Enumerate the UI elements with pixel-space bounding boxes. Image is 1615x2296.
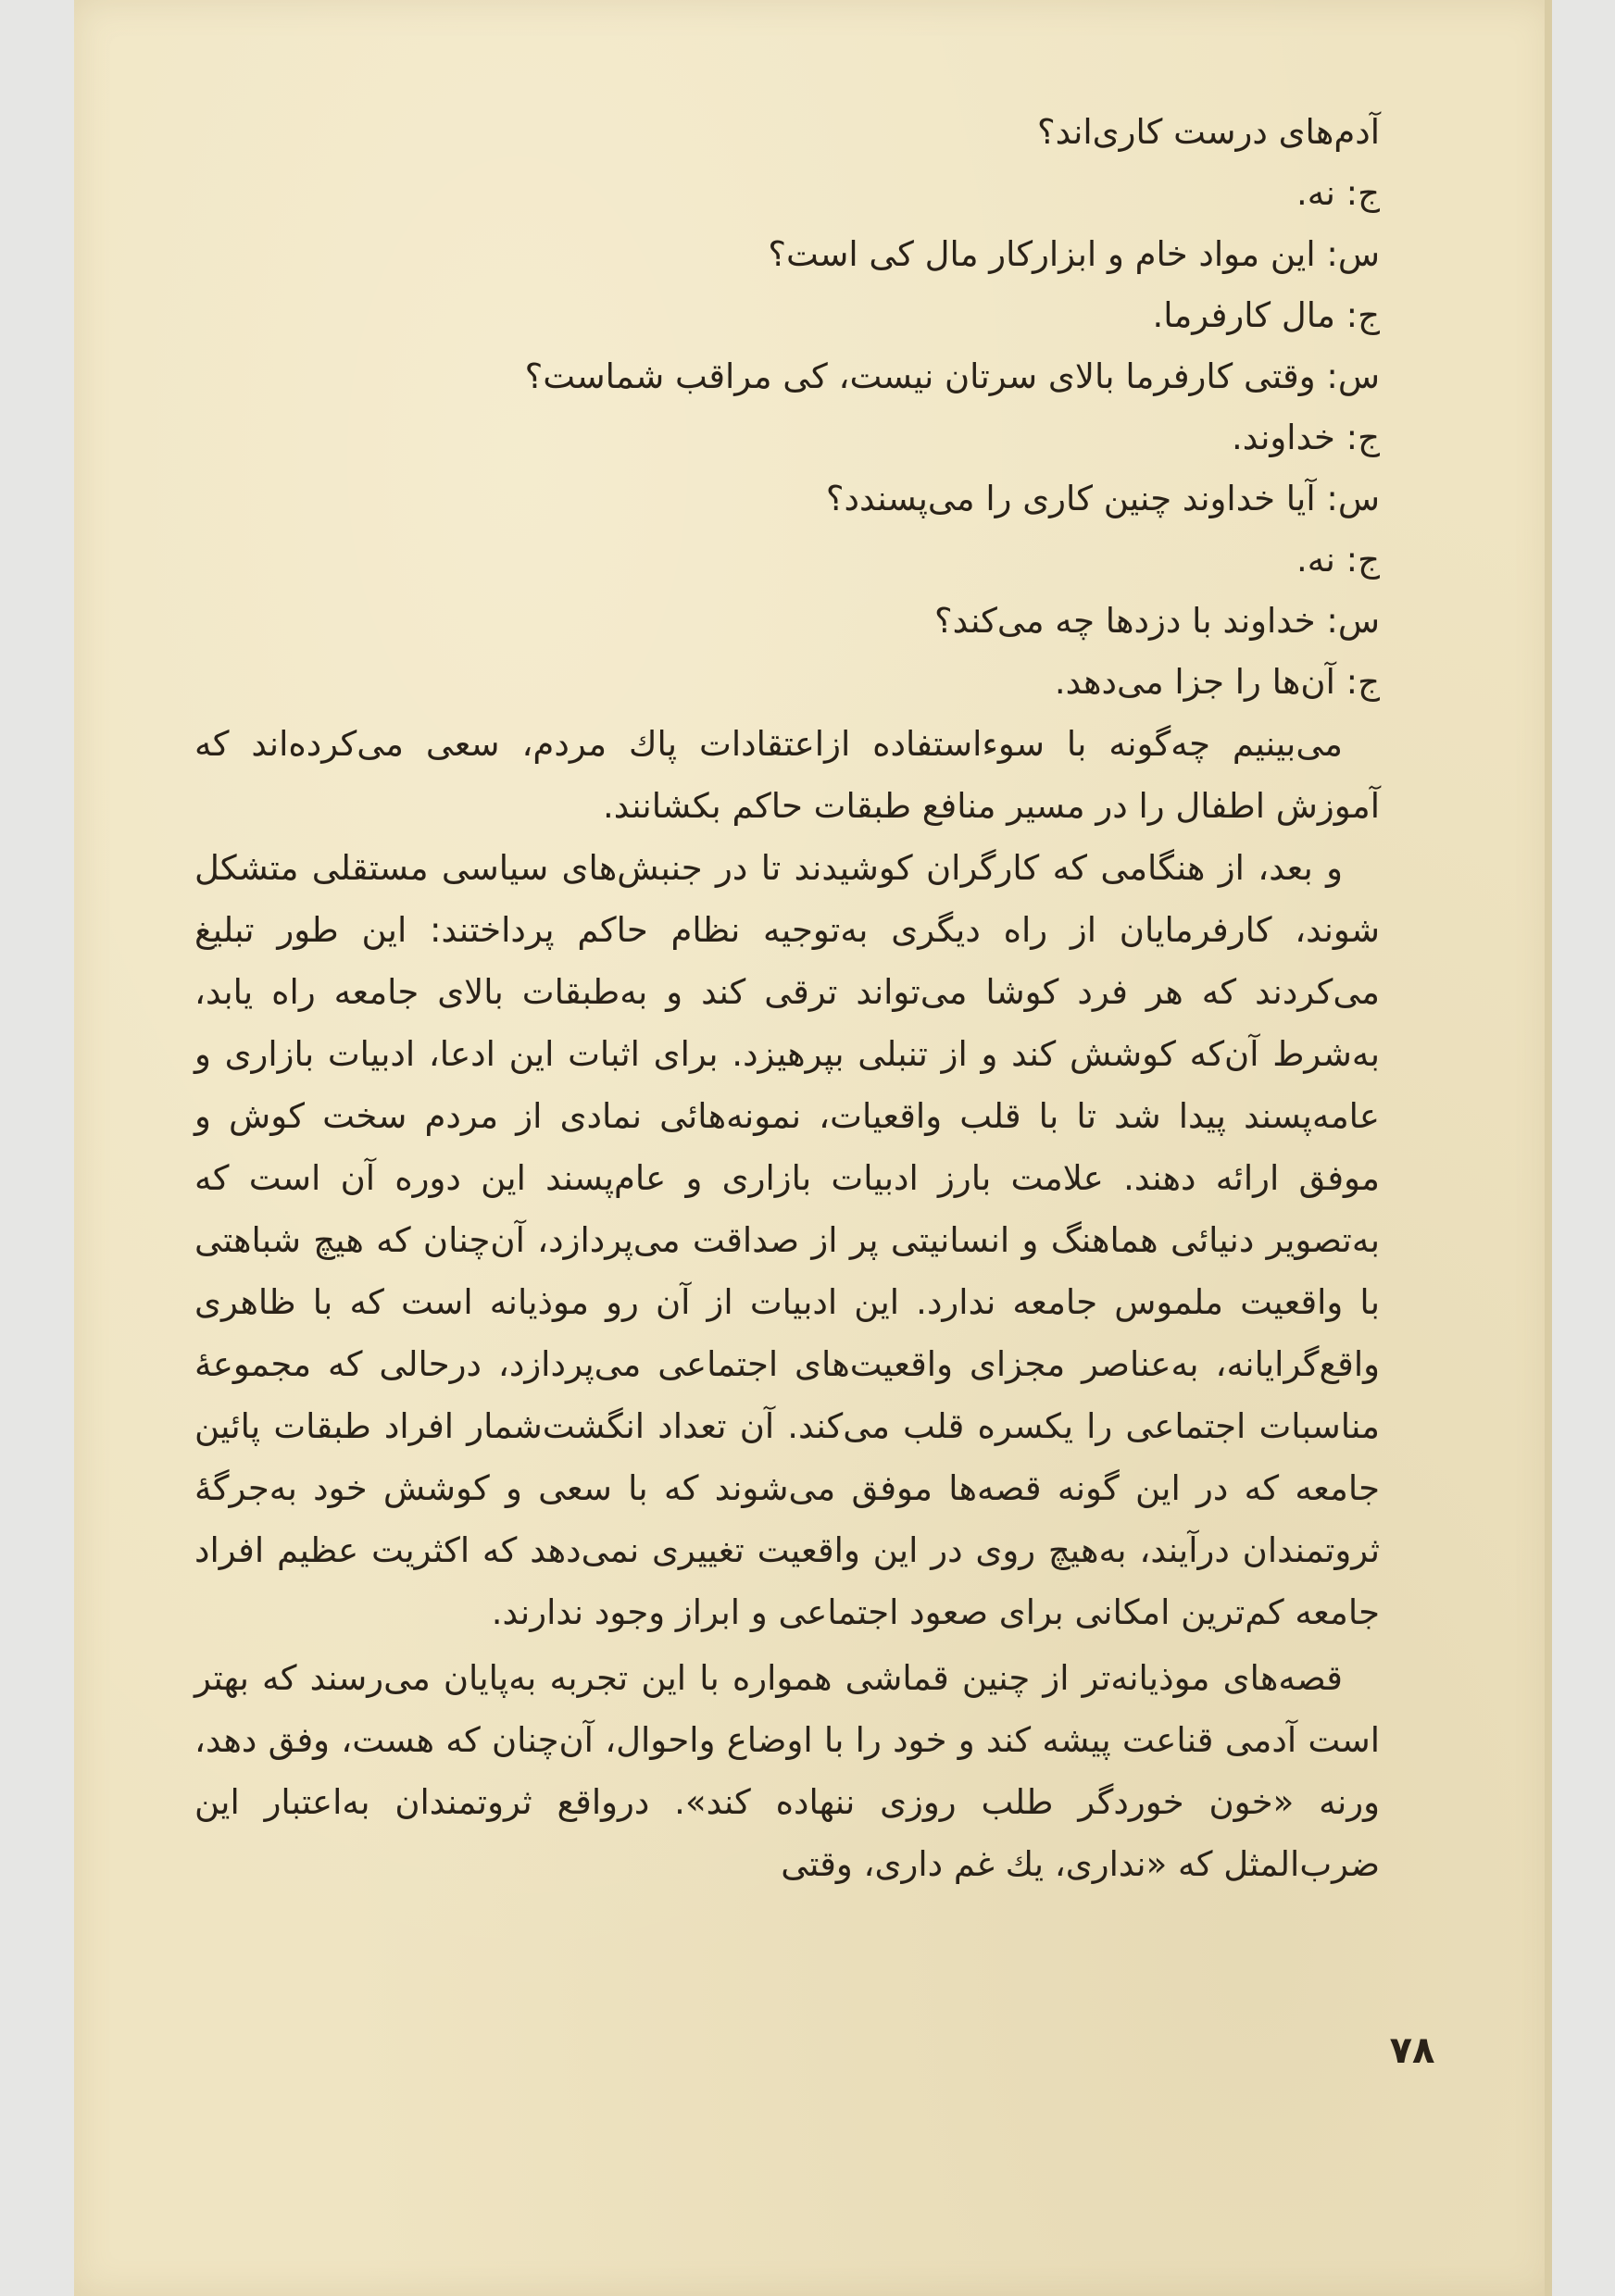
dialogue-line: ج: خداوند. [1231,418,1380,457]
paragraph: قصه‌های موذیانه‌تر از چنین قماشی همواره با این تجربه به‌پایان می‌رسند که بهتر است آدمی قناعت پیشه کند و خود را با اوضاع واحوال، آن‌چنان که هست، وفق دهد، ورنه «خون خوردگر طلب روزی ننهاده کند». درواقع ثروتمندان به‌اعتبار این ضرب‌المثل که «نداری، یك غم داری، وقتی [194,1658,1380,1884]
book-page [74,0,1552,2296]
paragraph: و بعد، از هنگامی که کارگران کوشیدند تا در جنبش‌های سیاسی مستقلی متشکل شوند، کارفرمایان از راه دیگری به‌توجیه نظام حاکم پرداختند: این طور تبلیغ می‌کردند که هر فرد کوشا می‌تواند ترقی کند و به‌طبقات بالای جامعه راه یابد، به‌شرط آن‌که کوشش کند و از تنبلی بپرهیزد. برای اثبات این ادعا، ادبیات بازاری و عامه‌پسند پیدا شد تا با قلب واقعیات، نمونه‌هائی نمادی از مردم سخت کوش و موفق ارائه دهند. علامت بارز ادبیات بازاری و عام‌پسند این دوره آن است که به‌تصویر دنیائی هماهنگ و انسانیتی پر از صداقت می‌پردازد، آن‌چنان که هیچ شباهتی با واقعیت ملموس جامعه ندارد. این ادبیات از آن رو موذیانه است که با ظاهری واقع‌گرایانه، به‌عناصر مجزای واقعیت‌های اجتماعی می‌پردازد، درحالی که مجموعهٔ مناسبات اجتماعی را یکسره قلب می‌کند. آن تعداد انگشت‌شمار افراد طبقات پائین جامعه که در این گونه قصه‌ها موفق می‌شوند که با سعی و کوشش خود به‌جرگهٔ ثروتمندان درآیند، به‌هیچ روی در این واقعیت تغییری نمی‌دهد که اکثریت عظیم افراد جامعه کم‌ترین امکانی برای صعود اجتماعی و ابراز وجود ندارند. [194,848,1380,1632]
dialogue-line: ج: مال کارفرما. [1152,295,1380,335]
dialogue-line: آدم‌های درست کاری‌اند؟ [1037,112,1380,152]
page-number: ۷۸ [1389,2029,1435,2072]
dialogue-line: س: این مواد خام و ابزارکار مال کی است؟ [768,234,1380,274]
dialogue-line: ج: آن‌ها را جزا می‌دهد. [1054,662,1380,702]
paragraph: می‌بینیم چه‌گونه با سوءاستفاده ازاعتقادات پاك مردم، سعی می‌کرده‌اند که آموزش اطفال را در مسیر منافع طبقات حاکم بکشانند. [194,724,1380,826]
dialogue-line: س: وقتی کارفرما بالای سرتان نیست، کی مراقب شماست؟ [524,356,1380,396]
dialogue-line: س: آیا خداوند چنین کاری را می‌پسندد؟ [825,479,1380,518]
page-edge [1545,0,1552,2296]
page-body [194,102,1380,1895]
dialogue-line: س: خداوند با دزدها چه می‌کند؟ [934,601,1380,641]
dialogue-line: ج: نه. [1296,540,1380,580]
dialogue-line: ج: نه. [1296,173,1380,213]
